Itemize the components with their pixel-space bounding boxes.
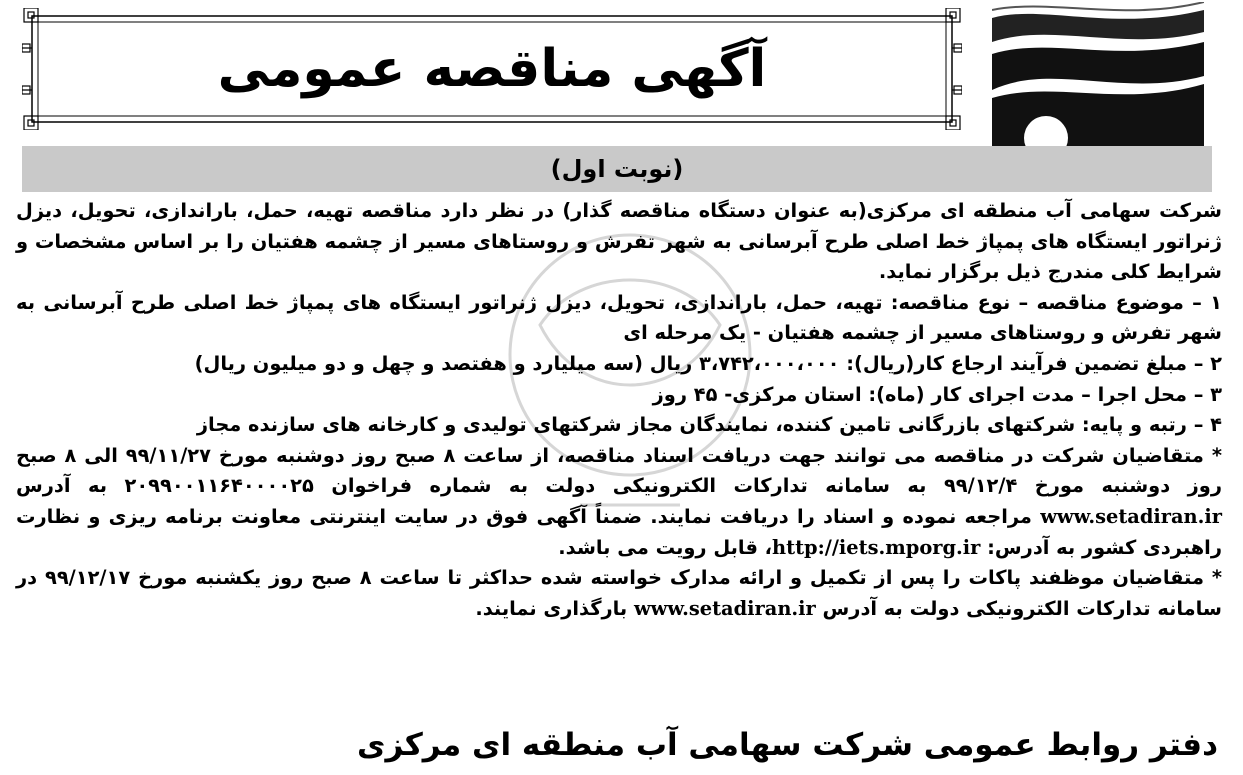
setadiran-link[interactable]: www.setadiran.ir [1040,504,1222,528]
item-subject [16,288,1222,349]
note-submission [16,563,1222,624]
footer-signature [18,722,1218,768]
note1-part1: * متقاضیان شرکت در مناقصه می توانند جهت دریافت اسناد مناقصه، از ساعت ۸ صبح روز دوشنبه مورخ ۹۹/۱۱/۲۷ الی ۸ صبح روز دوشنبه مورخ ۹۹/۱۲/۴ به سامانه تدارکات الکترونیکی دولت به شماره فراخوان ۲۰۹۹۰۰۱۱۶۴۰۰۰۰۲۵ به آدرس [16,443,1223,498]
guarantee-label: ۲ – مبلغ تضمین فرآیند ارجاع کار(ریال): [846,351,1222,375]
title-frame [22,8,962,130]
item-location [16,380,1222,411]
page-title: آگهی مناقصه عمومی [217,39,767,99]
notice-body [16,196,1222,624]
guarantee-text: ۳،۷۴۲،۰۰۰،۰۰۰ ریال (سه میلیارد و هفتصد و چهل و دو میلیون ریال) [194,351,847,375]
footer-text: دفتر روابط عمومی شرکت سهامی آب منطقه ای مرکزی [357,727,1218,763]
item-grade [16,410,1222,441]
subject-text: تهیه، حمل، باراندازی، تحویل، دیزل ژنراتور ایستگاه های پمپاژ خط اصلی طرح آبرسانی به شهر تفرش و روستاهای مسیر از چشمه هفتیان - یک مرحله ای [16,290,1222,345]
setadiran-link-2[interactable]: www.setadiran.ir [633,596,816,620]
round-label: (نوبت اول) [550,155,684,183]
note-documents [16,441,1222,563]
note1-part3: ، قابل رویت می باشد. [558,535,773,559]
note2-part1: * متقاضیان موظفند پاکات را پس از تکمیل و ارائه مدارک خواسته شده حداکثر تا ساعت ۸ صبح روز یکشنبه مورخ ۹۹/۱۲/۱۷ در سامانه تدارکات الکترونیکی دولت به آدرس [16,566,1222,620]
grade-text: شرکتهای بازرگانی تامین کننده، نمایندگان مجاز شرکتهای تولیدی و کارخانه های سازنده مجاز [196,413,1082,437]
note1-part2: مراجعه نموده و اسناد را دریافت نمایند. ضمناً آگهی فوق در سایت اینترنتی معاونت برنامه ریزی و نظارت راهبردی کشور به آدرس: [16,504,1222,559]
intro-paragraph: شرکت سهامی آب منطقه ای مرکزی(به عنوان دستگاه مناقصه گذار) در نظر دارد مناقصه تهیه، حمل، باراندازی، تحویل، دیزل ژنراتور ایستگاه های پمپاژ خط اصلی طرح آبرسانی به شهر تفرش و روستاهای مسیر از چشمه هفتیان را بر اساس مشخصات و شرایط کلی مندرج ذیل برگزار نماید. [16,199,1222,284]
location-text: استان مرکزی- ۴۵ روز [652,382,869,406]
round-band [22,146,1212,192]
note2-part2: بارگذاری نمایند. [475,596,628,620]
grade-label: ۴ – رتبه و پایه: [1081,413,1222,437]
location-label: ۳ – محل اجرا – مدت اجرای کار (ماه): [868,382,1222,406]
iets-link[interactable]: http://iets.mporg.ir [772,535,981,559]
subject-label: ۱ – موضوع مناقصه – نوع مناقصه: [890,290,1222,314]
item-guarantee [16,349,1222,380]
